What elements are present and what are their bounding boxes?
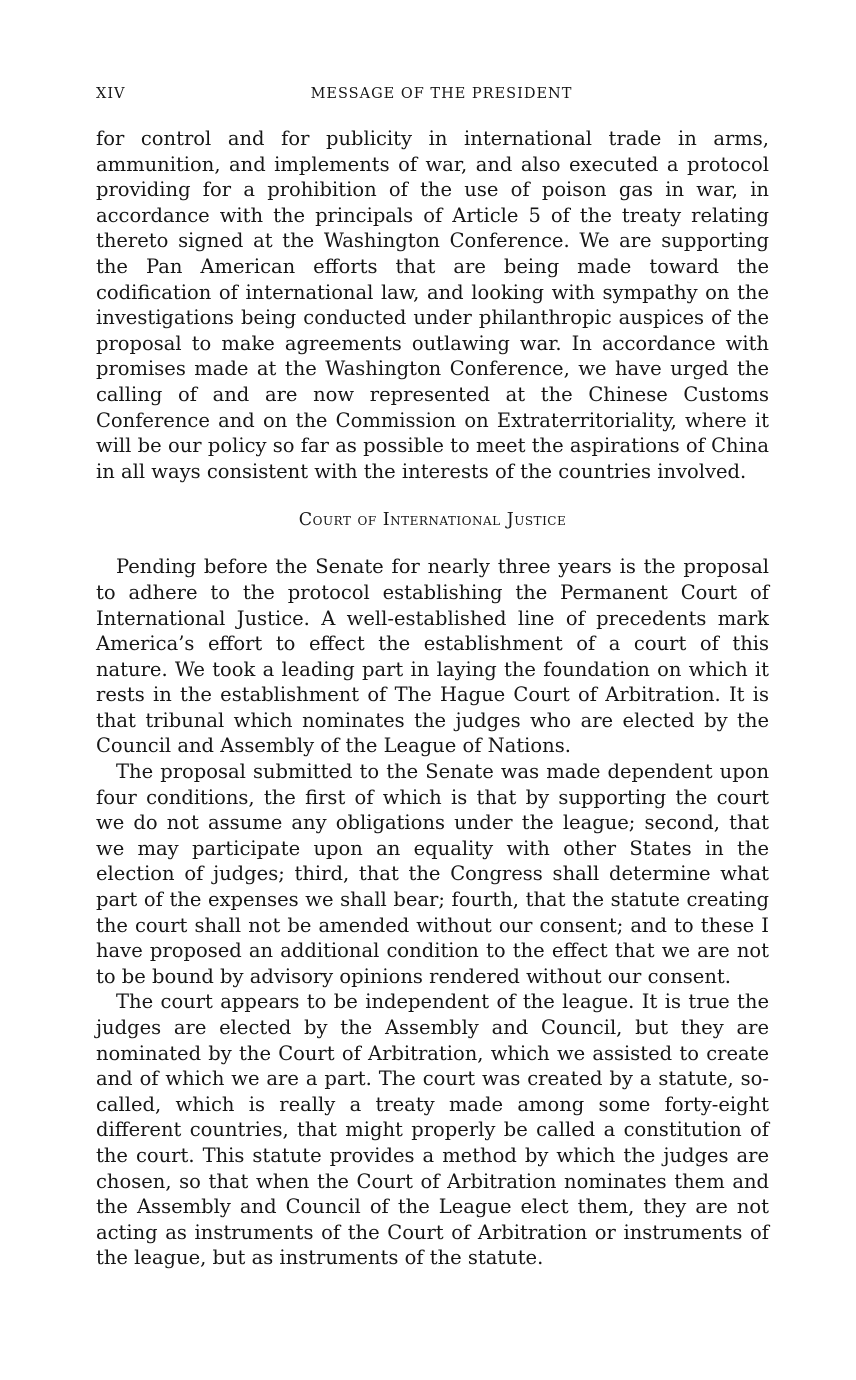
page-number: XIV: [96, 86, 126, 102]
running-title: MESSAGE OF THE PRESIDENT: [310, 86, 573, 102]
running-header: [96, 84, 769, 112]
document-page: [96, 84, 769, 1271]
section-heading: Court of International Justice: [298, 510, 567, 531]
continued-paragraph: for control and for publicity in international trade in arms, ammunition, and implements of war, and also executed a protocol providing for a prohibition of the use of poison gas in war, in accordance with the principals of Article 5 of the treaty relating thereto signed at the Washington Conference. We are supporting the Pan American efforts that are being made toward the codification of international law, and looking with sympathy on the investigations being conducted under philanthropic auspices of the proposal to make agreements outlawing war. In accordance with promises made at the Washington Conference, we have urged the calling of and are now represented at the Chinese Customs Conference and on the Commission on Extraterritoriality, where it will be our policy so far as possible to meet the aspirations of China in all ways consistent with the interests of the countries involved.: [96, 127, 769, 483]
section-paragraph-1: Pending before the Senate for nearly three years is the proposal to adhere to the protocol establishing the Permanent Court of International Justice. A well-established line of precedents mark America’s effort to effect the establishment of a court of this nature. We took a leading part in laying the foundation on which it rests in the establishment of The Hague Court of Arbitration. It is that tribunal which nominates the judges who are elected by the Council and Assembly of the League of Nations.: [96, 555, 769, 758]
section-paragraph-3: The court appears to be independent of the league. It is true the judges are elected by the Assembly and Council, but they are nominated by the Court of Arbitration, which we assisted to create and of which we are a part. The court was created by a statute, so-called, which is really a treaty made among some forty-eight different countries, that might properly be called a constitution of the court. This statute provides a method by which the judges are chosen, so that when the Court of Arbitration nominates them and the Assembly and Council of the League elect them, they are not acting as instruments of the Court of Arbitration or instruments of the league, but as instruments of the statute.: [96, 990, 769, 1270]
section-paragraph-2: The proposal submitted to the Senate was made dependent upon four conditions, the first of which is that by supporting the court we do not assume any obligations under the league; second, that we may participate upon an equality with other States in the election of judges; third, that the Congress shall determine what part of the expenses we shall bear; fourth, that the statute creating the court shall not be amended without our consent; and to these I have proposed an additional condition to the effect that we are not to be bound by advisory opinions rendered without our consent.: [96, 760, 769, 988]
